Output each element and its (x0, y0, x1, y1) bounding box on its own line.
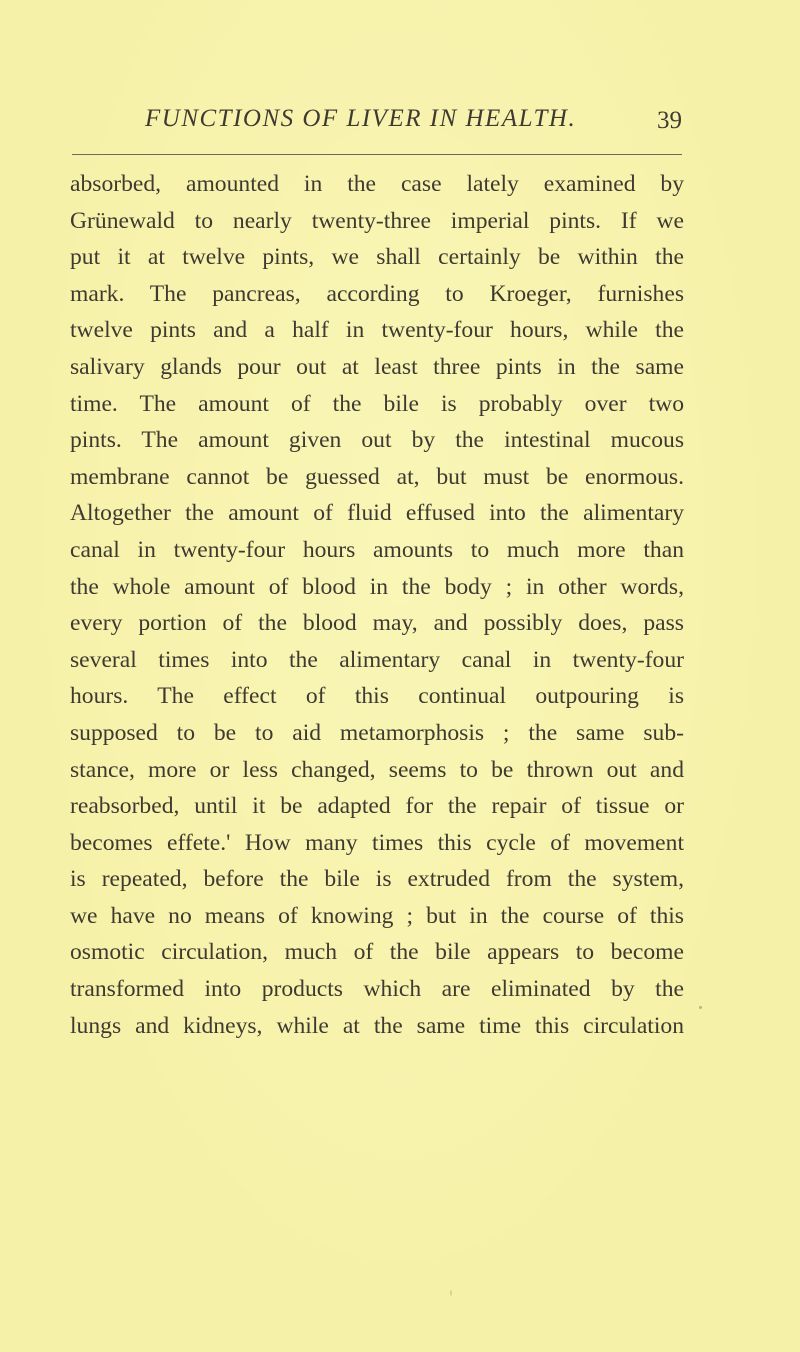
paper-speck (699, 1006, 702, 1009)
text-line: mark. The pancreas, according to Kroeger, furnishes (70, 280, 684, 307)
text-line: several times into the alimentary canal in twenty-four (70, 646, 684, 673)
text-line: reabsorbed, until it be adapted for the repair of tissue or (70, 793, 684, 820)
text-line: membrane cannot be guessed at, but must be enormous. (70, 463, 684, 490)
text-line: Grünewald to nearly twenty-three imperial pints. If we (70, 207, 684, 234)
text-line: is repeated, before the bile is extruded from the system, (70, 866, 684, 893)
text-line: transformed into products which are eliminated by the (70, 976, 684, 1003)
text-line: supposed to be to aid metamorphosis ; the same sub- (70, 719, 684, 746)
header-rule (72, 154, 682, 155)
text-line: every portion of the blood may, and possibly does, pass (70, 610, 684, 637)
text-line: lungs and kidneys, while at the same time this circulation (70, 1012, 684, 1039)
text-line: osmotic circulation, much of the bile appears to become (70, 939, 684, 966)
page-number: 39 (657, 107, 682, 134)
text-line: twelve pints and a half in twenty-four hours, while the (70, 317, 684, 344)
text-line: canal in twenty-four hours amounts to much more than (70, 536, 684, 563)
text-line: Altogether the amount of fluid effused into the alimentary (70, 500, 684, 527)
text-line: becomes effete.' How many times this cycle of movement (70, 829, 684, 856)
text-line: pints. The amount given out by the intestinal mucous (70, 427, 684, 454)
text-line: hours. The effect of this continual outpouring is (70, 683, 684, 710)
text-line: the whole amount of blood in the body ; in other words, (70, 573, 684, 600)
text-line: put it at twelve pints, we shall certainly be within the (70, 244, 684, 271)
text-line: stance, more or less changed, seems to be thrown out and (70, 756, 684, 783)
text-line: absorbed, amounted in the case lately examined by (70, 171, 684, 197)
running-head-title: FUNCTIONS OF LIVER IN HEALTH. (145, 105, 577, 132)
text-line: time. The amount of the bile is probably over two (70, 390, 684, 417)
body-text (70, 166, 684, 1044)
text-line: salivary glands pour out at least three pints in the same (70, 353, 684, 380)
text-line: we have no means of knowing ; but in the course of this (70, 902, 684, 929)
paper-speck (450, 1290, 452, 1296)
